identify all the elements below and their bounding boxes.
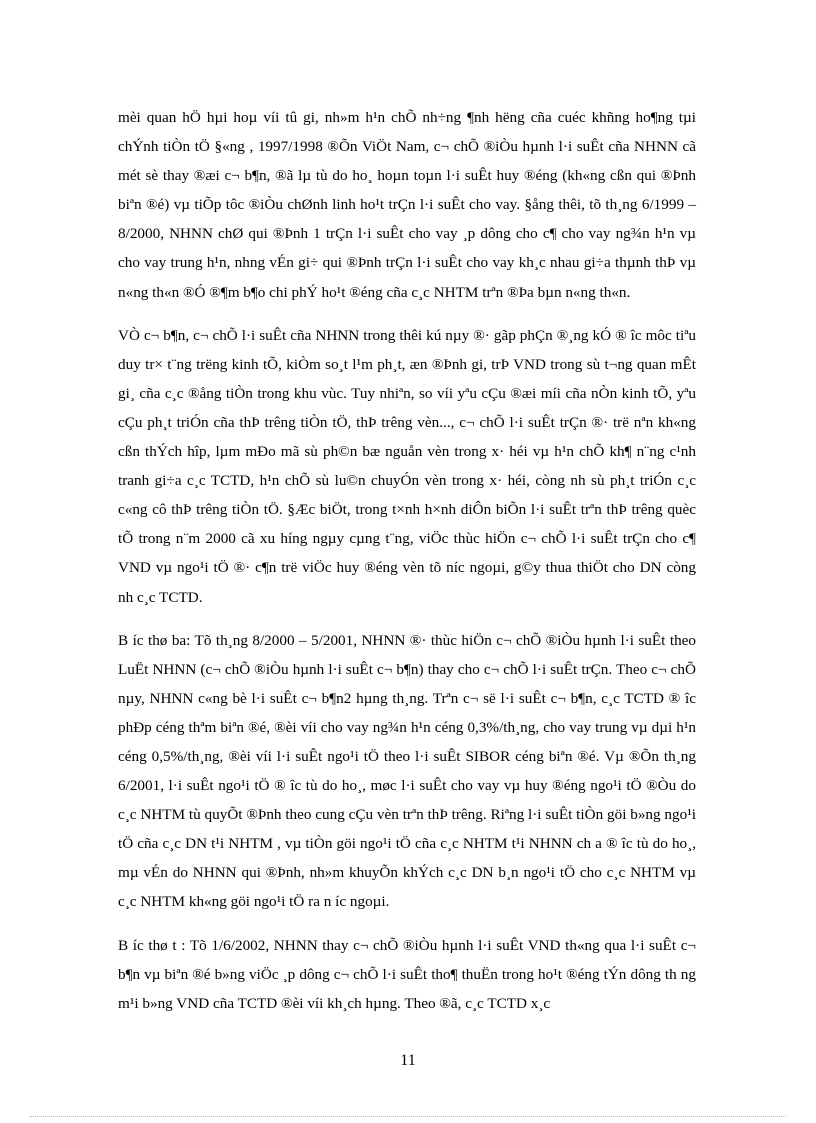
paragraph-2: VÒ c¬ b¶n, c¬ chÕ l·i suÊt cña NHNN trong thêi kú nµy ®· gãp phÇn ®¸ng kÓ ® îc môc tiªu duy tr× t¨ng trëng kinh tÕ, kiÒm so¸t l¹m ph¸t, æn ®Þnh gi, trÞ VND trong sù t¬ng quan mÊt gi¸ cña c¸c ®ång tiÒn trong khu vùc. Tuy nhiªn, so víi yªu cÇu ®æi míi cña nÒn kinh tÕ, yªu cÇu ph¸t triÓn cña thÞ trêng tiÒn tÖ, thÞ trêng vèn..., c¬ chÕ l·i suÊt trÇn ®· trë nªn kh«ng cßn thÝch hîp, lµm mÐo mã sù ph©n bæ nguån vèn trong x· héi vµ h¹n chÕ kh¶ n¨ng c¹nh tranh gi÷a c¸c TCTD, h¹n chÕ sù lu©n chuyÓn vèn trong x· héi, còng nh sù ph¸t triÓn c¸c c«ng cô thÞ trêng tiÒn tÖ. §Æc biÖt, trong t×nh h×nh diÔn biÕn l·i suÊt trªn thÞ trêng quèc tÕ trong n¨m 2000 cã xu híng ngµy cµng t¨ng, viÖc thùc hiÖn c¬ chÕ l·i suÊt trÇn cho c¶ VND vµ ngo¹i tÖ ®· c¶n trë viÖc huy ®éng vèn tõ níc ngoµi, g©y thua thiÖt cho DN còng nh c¸c TCTD. — [118, 326, 696, 606]
document-body — [118, 103, 696, 1032]
page-number: 11 — [400, 1052, 416, 1069]
paragraph-3: B íc thø ba: Tõ th¸ng 8/2000 – 5/2001, NHNN ®· thùc hiÖn c¬ chÕ ®iÒu hµnh l·i suÊt theo LuËt NHNN (c¬ chÕ ®iÒu hµnh l·i suÊt c¬ b¶n) thay cho c¬ chÕ l·i suÊt trÇn. Theo c¬ chÕ nµy, NHNN c«ng bè l·i suÊt c¬ b¶n2 hµng th¸ng. Trªn c¬ së l·i suÊt c¬ b¶n, c¸c TCTD ® îc phÐp céng thªm biªn ®é, ®èi víi cho vay ng¾n h¹n céng 0,3%/th¸ng, cho vay trung vµ dµi h¹n céng 0,5%/th¸ng, ®èi víi l·i suÊt ngo¹i tÖ theo l·i suÊt SIBOR céng biªn ®é. Vµ ®Õn th¸ng 6/2001, l·i suÊt ngo¹i tÖ ® îc tù do ho¸, møc l·i suÊt cho vay vµ huy ®éng ngo¹i tÖ ®Òu do c¸c NHTM tù quyÕt ®Þnh theo cung cÇu vèn trªn thÞ trêng. Riªng l·i suÊt tiÒn göi b»ng ngo¹i tÖ cña c¸c DN t¹i NHTM , vµ tiÒn göi ngo¹i tÖ cña c¸c NHTM t¹i NHNN ch a ® îc tù do ho¸, mµ vÉn do NHNN qui ®Þnh, nh»m khuyÕn khÝch c¸c DN b¸n ngo¹i tÖ cho c¸c NHTM vµ c¸c NHTM kh«ng göi ngo¹i tÖ ra n íc ngoµi. — [118, 631, 696, 911]
paragraph-1: mèi quan hÖ hµi hoµ víi tû gi, nh»m h¹n chÕ nh÷ng ¶nh hëng cña cuéc khñng ho¶ng tµi chÝnh tiÒn tÖ §«ng , 1997/1998 ®Õn ViÖt Nam, c¬ chÕ ®iÒu hµnh l·i suÊt cña NHNN cã mét sè thay ®æi c¬ b¶n, ®ã lµ tù do ho¸ hoµn toµn l·i suÊt huy ®éng (kh«ng cßn qui ®Þnh biªn ®é) vµ tiÕp tôc ®iÒu chØnh linh ho¹t trÇn l·i suÊt cho vay. §ång thêi, tõ th¸ng 6/1999 – 8/2000, NHNN chØ qui ®Þnh 1 trÇn l·i suÊt cho vay ¸p dông cho c¶ cho vay ng¾n h¹n vµ cho vay trung h¹n, nhng vÉn gi÷ qui ®Þnh trÇn l·i suÊt cho vay kh¸c nhau gi÷a thµnh thÞ vµ n«ng th«n ®Ó ®¶m b¶o chi phÝ ho¹t ®éng cña c¸c NHTM trªn ®Þa bµn n«ng th«n. — [118, 109, 696, 301]
page-bottom-divider — [30, 1116, 786, 1117]
paragraph-4: B íc thø t : Tõ 1/6/2002, NHNN thay c¬ chÕ ®iÒu hµnh l·i suÊt VND th«ng qua l·i suÊt c¬ b¶n vµ biªn ®é b»ng viÖc ¸p dông c¬ chÕ l·i suÊt tho¶ thuËn trong ho¹t ®éng tÝn dông th ng m¹i b»ng VND cña TCTD ®èi víi kh¸ch hµng. Theo ®ã, c¸c TCTD x¸c — [118, 936, 696, 1012]
